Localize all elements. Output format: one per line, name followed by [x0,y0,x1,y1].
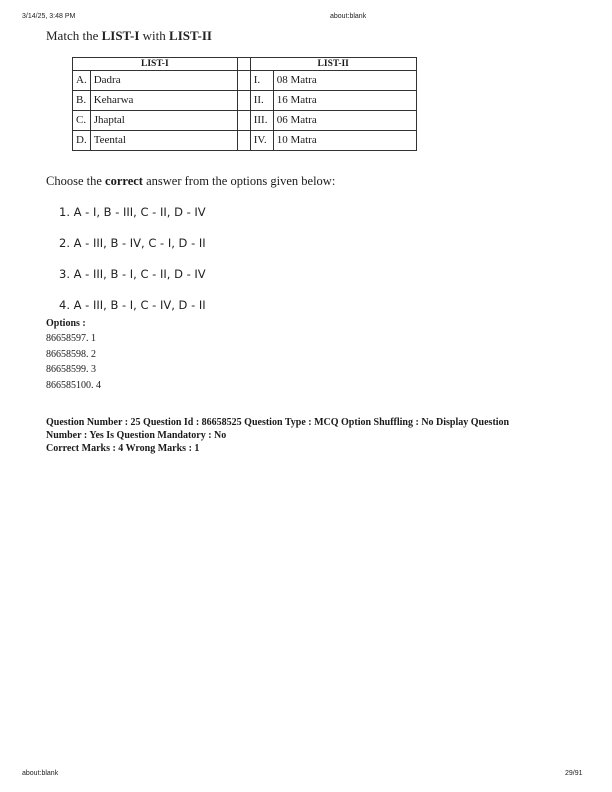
list1-value: Keharwa [90,91,237,111]
page-number: 29/91 [565,770,583,777]
meta-line-3: Correct Marks : 4 Wrong Marks : 1 [46,443,200,454]
question-title: Match the LIST-I with LIST-II [46,28,212,43]
list2-header: LIST-II [250,58,416,71]
list2-value: 16 Matra [273,91,416,111]
options-label: Options : [46,318,86,329]
footer-url: about:blank [22,770,59,777]
answer-choice-2: 2. A - III, B - IV, C - I, D - II [59,236,206,250]
list2-key: IV. [250,131,273,151]
list1-value: Dadra [90,71,237,91]
next-question-meta [46,416,586,455]
list1-key: A. [73,71,91,91]
table-row [73,91,417,111]
table-row [73,71,417,91]
option-id-2: 86658598. 2 [46,349,96,360]
list2-value: 10 Matra [273,131,416,151]
meta-line-1: Question Number : 25 Question Id : 86658525 Question Type : MCQ Option Shuffling : No Display Question [46,417,510,428]
list1-value: Jhaptal [90,111,237,131]
list1-key: B. [73,91,91,111]
answer-choice-1: 1. A - I, B - III, C - II, D - IV [59,205,206,219]
list2-key: I. [250,71,273,91]
option-id-4: 866585100. 4 [46,380,101,391]
print-page-title: about:blank [330,13,367,20]
list2-key: II. [250,91,273,111]
answer-choice-4: 4. A - III, B - I, C - IV, D - II [59,298,206,312]
table-row [73,131,417,151]
list1-key: D. [73,131,91,151]
print-datetime: 3/14/25, 3:48 PM [22,13,76,20]
list2-value: 06 Matra [273,111,416,131]
option-id-1: 86658597. 1 [46,333,96,344]
list1-value: Teental [90,131,237,151]
list1-header: LIST-I [73,58,238,71]
table-row [73,111,417,131]
choose-instruction: Choose the correct answer from the options given below: [46,174,336,188]
answer-choice-3: 3. A - III, B - I, C - II, D - IV [59,267,206,281]
meta-line-2: Number : Yes Is Question Mandatory : No [46,430,227,441]
match-table-header [73,58,417,71]
list2-value: 08 Matra [273,71,416,91]
list1-key: C. [73,111,91,131]
match-table [72,57,417,151]
list2-key: III. [250,111,273,131]
option-id-3: 86658599. 3 [46,364,96,375]
